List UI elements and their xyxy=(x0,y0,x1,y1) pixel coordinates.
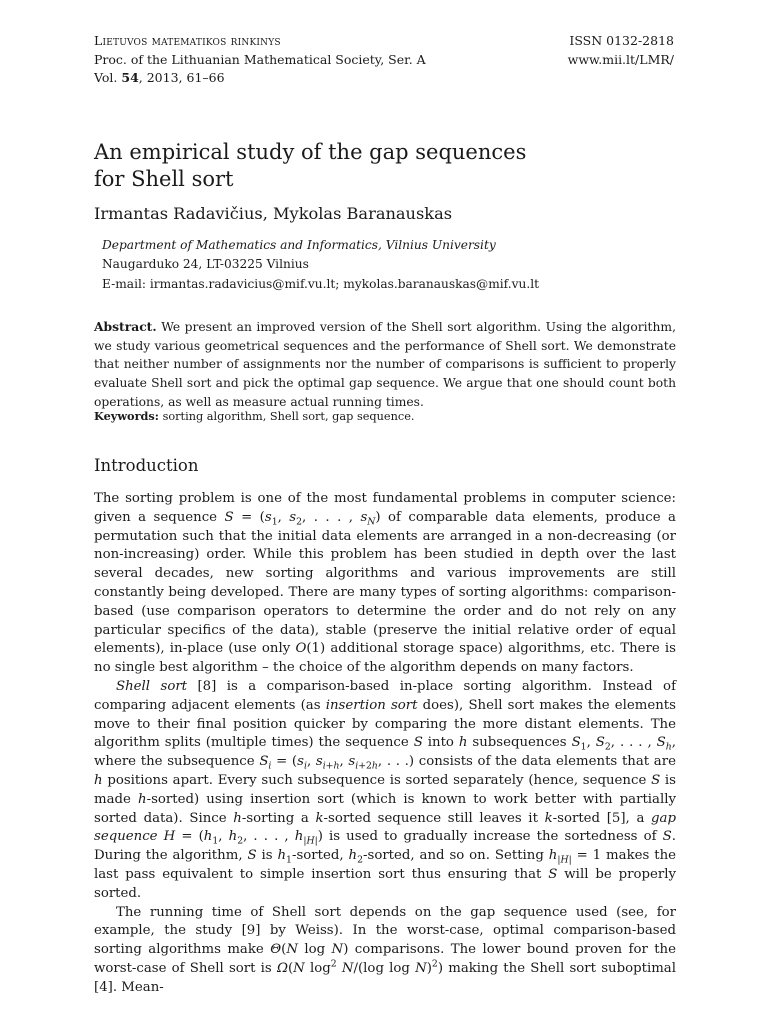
paragraph: The sorting problem is one of the most fundamental problems in computer science: given a sequence $S = (s_1$, $s_2$, . . . , $s_N$) of comparable data elements, produce a permutation such that the initial data elements are arranged in a non-decreasing (or non-increasing) order. While this problem has been studied in depth over the last several decades, new sorting algorithms and various improvements are still constantly being developed. There are many types of sorting algorithms: comparison-based (use comparison operators to determine the order and do not rely on any particular specifics of the data), stable (preserve the initial relative order of equal elements), in-place (use only O(1) additional storage space) algorithms, etc. There is no single best algorithm – the choice of the algorithm depends on many factors. xyxy=(94,491,676,676)
keywords-text: sorting algorithm, Shell sort, gap sequence. xyxy=(162,410,415,423)
journal-header xyxy=(94,32,674,88)
email-line: E-mail: irmantas.radavicius@mif.vu.lt; mykolas.baranauskas@mif.vu.lt xyxy=(102,276,540,291)
body-text xyxy=(94,490,676,998)
journal-url: www.mii.lt/LMR/ xyxy=(567,51,674,67)
volume-info: Vol. 54, 2013, 61–66 xyxy=(94,70,225,86)
department: Department of Mathematics and Informatics, Vilnius University xyxy=(102,238,496,252)
affiliation xyxy=(102,236,539,294)
keywords-label: Keywords: xyxy=(94,409,159,423)
paragraph: The running time of Shell sort depends on the gap sequence used (see, for example, the study [9] by Weiss). In the worst-case, optimal comparison-based sorting algorithms make Θ(N log N) comparisons. The lower bound proven for the worst-case of Shell sort is Ω(N $\log^2 N/(\log$ log N)$^2$) making the Shell sort suboptimal [4]. Mean- xyxy=(94,904,676,995)
abstract-text: We present an improved version of the Shell sort algorithm. Using the algorithm, we study various geometrical sequences and the performance of Shell sort. We demonstrate that neither number of assignments nor the number of comparisons is sufficient to properly evaluate Shell sort and pick the optimal gap sequence. We argue that one should count both operations, as well as measure actual running times. xyxy=(94,320,676,409)
society-name: Proc. of the Lithuanian Mathematical Society, Ser. A xyxy=(94,51,426,67)
section-title: Introduction xyxy=(94,456,199,475)
paper-title: An empirical study of the gap sequences for Shell sort xyxy=(94,140,527,191)
authors: Irmantas Radavičius, Mykolas Baranauskas xyxy=(94,204,453,223)
keywords xyxy=(94,409,676,423)
address: Naugarduko 24, LT-03225 Vilnius xyxy=(102,257,309,272)
abstract-label: Abstract. xyxy=(94,319,157,334)
issn: ISSN 0132-2818 xyxy=(569,33,674,48)
abstract xyxy=(94,318,676,412)
journal-name: Lietuvos matematikos rinkinys xyxy=(94,33,281,48)
paragraph: Shell sort [8] is a comparison-based in-place sorting algorithm. Instead of comparing adjacent elements (as insertion sort does), Shell sort makes the elements move to their final position quicker by comparing the more distant elements. The algorithm splits (multiple times) the sequence S into h subsequences $S_1$, $S_2$, . . . , $S_h$, where the subsequence $S_i = (s_i$, $s_{i+h}$, $s_{i+2h}$, . . .) consists of the data elements that are h positions apart. Every such subsequence is sorted separately (hence, sequence S is made h-sorted) using insertion sort (which is known to work better with partially sorted data). Since h-sorting a k-sorted sequence still leaves it k-sorted [5], a gap sequence $H = (h_1$, $h_2$, . . . , $h_{|H|}$) is used to gradually increase the sortedness of S. During the algorithm, S is $h_1$-sorted, $h_2$-sorted, and so on. Setting $h_{|H|} = 1$ makes the last pass equivalent to simple insertion sort thus ensuring that S will be properly sorted. xyxy=(94,678,677,901)
